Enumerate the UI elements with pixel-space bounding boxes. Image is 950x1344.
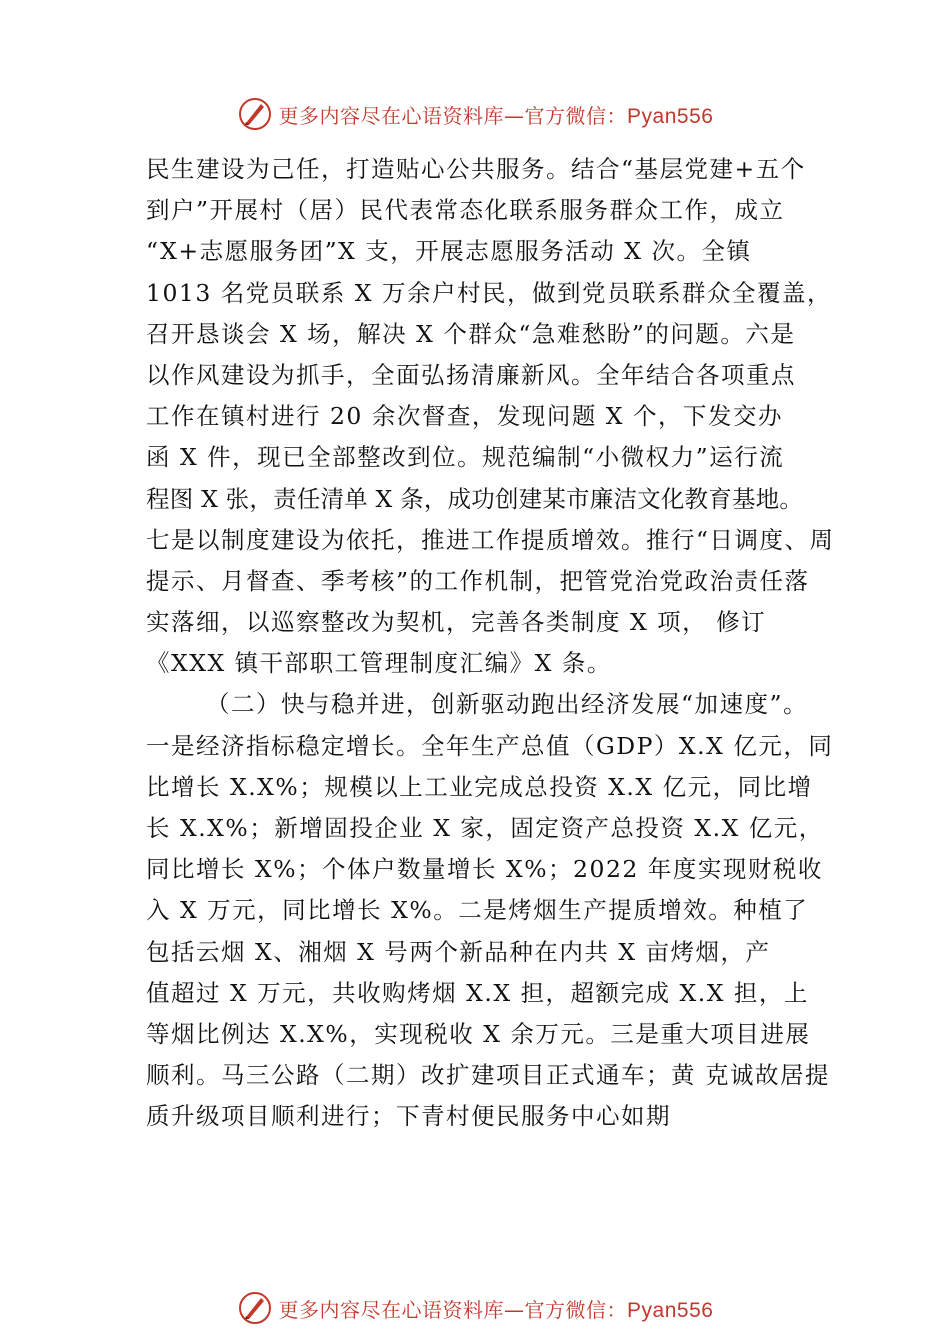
text-line: 1013 名党员联系 X 万余户村民，做到党员联系群众全覆盖， <box>146 278 832 307</box>
header-banner <box>0 94 950 134</box>
wechat-id: Pyan556 <box>627 104 714 128</box>
section-heading: （二）快与稳并进，创新驱动跑出经济发展“加速度”。 <box>206 690 809 719</box>
text-line: 工作在镇村进行 20 余次督查，发现问题 X 个，下发交办 <box>146 402 784 431</box>
text-line: 包括云烟 X、湘烟 X 号两个新品种在内共 X 亩烤烟，产 <box>146 937 771 966</box>
text-line: 以作风建设为抓手，全面弘扬清廉新风。全年结合各项重点 <box>146 360 796 389</box>
text-line: 比增长 X.X%；规模以上工业完成总投资 X.X 亿元，同比增 <box>146 772 813 801</box>
wechat-id: Pyan556 <box>627 1298 714 1322</box>
banner-slogan: 更多内容尽在心语资料库—官方微信： <box>278 103 628 128</box>
quill-logo-icon <box>237 1290 273 1326</box>
banner-text <box>279 100 714 129</box>
document-body <box>146 149 836 1138</box>
quill-logo-icon <box>237 96 273 132</box>
banner-text <box>279 1294 714 1323</box>
text-line: “X+志愿服务团”X 支，开展志愿服务活动 X 次。全镇 <box>146 237 752 266</box>
text-line: 长 X.X%；新增固投企业 X 家，固定资产总投资 X.X 亿元， <box>146 814 824 842</box>
text-line: 实落细，以巡察整改为契机，完善各类制度 X 项， 修订 <box>146 608 767 637</box>
text-line: 一是经济指标稳定增长。全年生产总值（GDP）X.X 亿元，同 <box>146 731 834 760</box>
text-line: 质升级项目顺利进行；下青村便民服务中心如期 <box>146 1102 671 1131</box>
text-line: 到户”开展村（居）民代表常态化联系服务群众工作，成立 <box>146 196 785 225</box>
text-line: 提示、月督查、季考核”的工作机制，把管党治党政治责任落 <box>146 566 810 595</box>
text-line: 程图 X 张，责任清单 X 条，成功创建某市廉洁文化教育基地。 <box>146 484 804 513</box>
text-line: 顺利。马三公路（二期）改扩建项目正式通车；黄 克诚故居提 <box>146 1061 830 1090</box>
footer-banner <box>0 1288 950 1328</box>
text-line: 函 X 件，现已全部整改到位。规范编制“小微权力”运行流 <box>146 443 785 472</box>
text-line: 《XXX 镇干部职工管理制度汇编》X 条。 <box>146 649 612 678</box>
text-line: 七是以制度建设为依托，推进工作提质增效。推行“日调度、周 <box>146 525 835 554</box>
banner-slogan: 更多内容尽在心语资料库—官方微信： <box>278 1297 628 1322</box>
text-line: 召开恳谈会 X 场，解决 X 个群众“急难愁盼”的问题。六是 <box>146 319 796 348</box>
text-line: 民生建设为己任，打造贴心公共服务。结合“基层党建+五个 <box>146 155 806 183</box>
text-line: 入 X 万元，同比增长 X%。二是烤烟生产提质增效。种植了 <box>146 896 809 925</box>
text-line: 同比增长 X%；个体户数量增长 X%；2022 年度实现财税收 <box>146 855 823 884</box>
text-line: 等烟比例达 X.X%，实现税收 X 余万元。三是重大项目进展 <box>146 1019 811 1048</box>
text-line: 值超过 X 万元，共收购烤烟 X.X 担，超额完成 X.X 担，上 <box>146 978 809 1007</box>
